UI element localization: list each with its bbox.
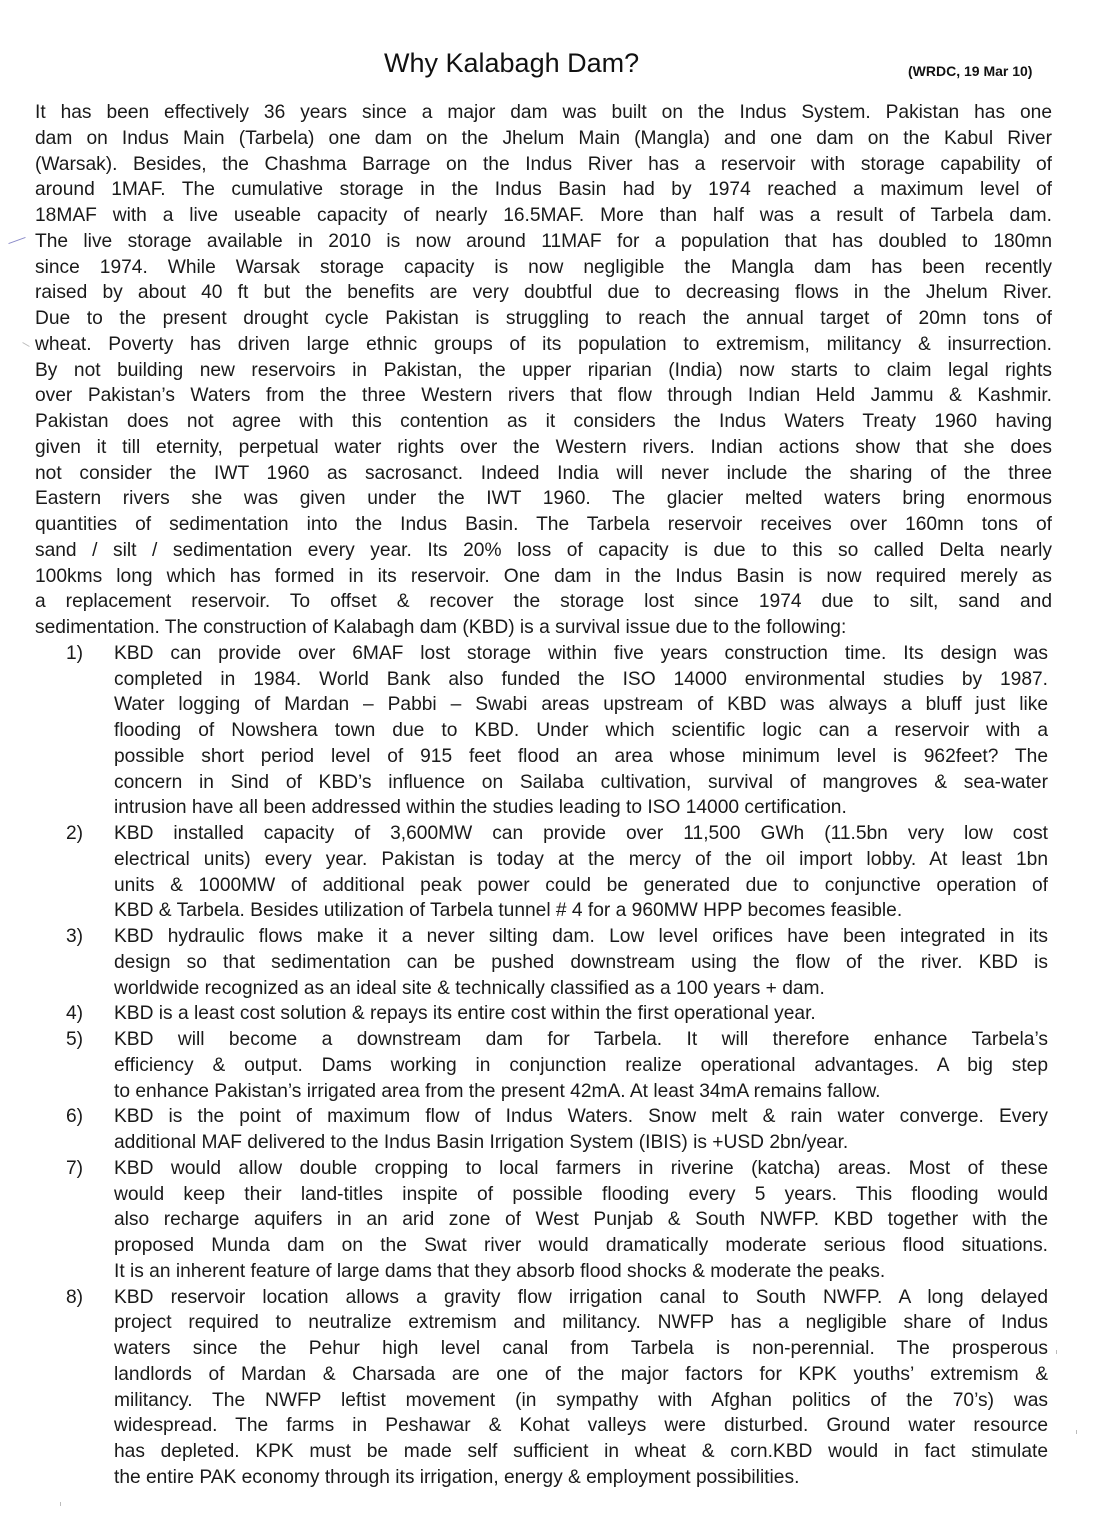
text-line-content: since 1974. While Warsak storage capacity is now negligible the Mangla dam has been recently — [35, 256, 1052, 278]
text-line — [114, 1285, 1048, 1311]
list-item-number: 6) — [66, 1106, 84, 1128]
text-line-content: worldwide recognized as an ideal site & technically classified as a 100 years + dam. — [114, 977, 825, 999]
text-line-content: intrusion have all been addressed within the studies leading to ISO 14000 certification. — [114, 797, 847, 819]
list-item-number: 7) — [66, 1157, 84, 1179]
intro-paragraph — [35, 100, 1052, 641]
list-item-text — [114, 1285, 1048, 1491]
list-item-number: 5) — [66, 1029, 84, 1050]
text-line — [114, 770, 1048, 796]
text-line — [35, 589, 1052, 615]
text-line — [114, 847, 1048, 873]
source-date-tag: (WRDC, 19 Mar 10) — [908, 63, 1033, 79]
text-line-content: the entire PAK economy through its irrigation, energy & employment possibilities. — [114, 1466, 800, 1488]
text-line — [114, 924, 1048, 950]
text-line-content: KBD & Tarbela. Besides utilization of Tarbela tunnel # 4 for a 960MW HPP becomes feasible. — [114, 900, 903, 922]
text-line — [114, 1182, 1048, 1208]
text-line-content: also recharge aquifers in an arid zone of West Punjab & South NWFP. KBD together with the — [114, 1209, 1048, 1231]
text-line — [35, 538, 1052, 564]
text-line — [114, 744, 1048, 770]
text-line-content: The live storage available in 2010 is now around 11MAF for a population that has doubled to 180mn — [35, 230, 1052, 252]
text-line-content: flooding of Nowshera town due to KBD. Under which scientific logic can a reservoir with a — [114, 720, 1048, 741]
text-line-content: Water logging of Mardan – Pabbi – Swabi areas upstream of KBD was always a bluff just like — [114, 694, 1048, 716]
text-line-content: efficiency & output. Dams working in conjunction realize operational advantages. A big step — [114, 1054, 1048, 1076]
text-line — [35, 177, 1052, 203]
text-line-content: KBD is a least cost solution & repays its entire cost within the first operational year. — [114, 1003, 816, 1025]
text-line-content: quantities of sedimentation into the Indus Basin. The Tarbela reservoir receives over 160mn tons of — [35, 514, 1052, 535]
text-line — [114, 795, 1048, 821]
text-line — [35, 152, 1052, 178]
text-line-content: a replacement reservoir. To offset & recover the storage lost since 1974 due to silt, sand and — [35, 591, 1052, 613]
text-line-content: KBD can provide over 6MAF lost storage within five years construction time. Its design was — [114, 642, 1048, 664]
text-line-content: not consider the IWT 1960 as sacrosanct. Indeed India will never include the sharing of the three — [35, 462, 1052, 484]
text-line — [114, 950, 1048, 976]
text-line — [114, 718, 1048, 744]
text-line-content: given it till eternity, perpetual water rights over the Western rivers. Indian actions show that she does — [35, 436, 1052, 458]
text-line — [35, 615, 1052, 641]
text-line — [35, 100, 1052, 126]
document-title: Why Kalabagh Dam? — [384, 48, 640, 78]
text-line-content: KBD hydraulic flows make it a never silting dam. Low level orifices have been integrated in its — [114, 926, 1048, 947]
text-line-content: has depleted. KPK must be made self sufficient in wheat & corn.KBD would in fact stimulate — [114, 1441, 1048, 1462]
text-line-content: Eastern rivers she was given under the IWT 1960. The glacier melted waters bring enormous — [35, 488, 1052, 510]
text-line-content: landlords of Mardan & Charsada are one of the major factors for KPK youths’ extremism & — [114, 1363, 1048, 1385]
text-line-content: around 1MAF. The cumulative storage in the Indus Basin had by 1974 reached a maximum level of — [35, 179, 1052, 201]
text-line-content: possible short period level of 915 feet flood an area whose minimum level is 962feet? The — [114, 745, 1048, 767]
text-line — [114, 1336, 1048, 1362]
text-line — [114, 1439, 1048, 1465]
text-line — [114, 1310, 1048, 1336]
text-line — [114, 1104, 1048, 1130]
text-line-content: 100kms long which has formed in its reservoir. One dam in the Indus Basin is now required merely as — [35, 565, 1052, 587]
scan-mark — [8, 237, 25, 244]
text-line-content: KBD is the point of maximum flow of Indus Waters. Snow melt & rain water converge. Every — [114, 1106, 1048, 1128]
text-line — [114, 873, 1048, 899]
text-line — [35, 332, 1052, 358]
text-line — [35, 306, 1052, 332]
text-line-content: design so that sedimentation can be pushed downstream using the flow of the river. KBD is — [114, 951, 1048, 973]
text-line — [114, 1362, 1048, 1388]
list-item-number: 3) — [66, 926, 84, 947]
text-line-content: widespread. The farms in Peshawar & Kohat valleys were disturbed. Ground water resource — [114, 1415, 1048, 1437]
text-line-content: It is an inherent feature of large dams that they absorb flood shocks & moderate the peaks. — [114, 1260, 886, 1282]
text-line-content: completed in 1984. World Bank also funded the ISO 14000 environmental studies by 1987. — [114, 668, 1048, 690]
text-line-content: By not building new reservoirs in Pakistan, the upper riparian (India) now starts to claim legal rights — [35, 359, 1052, 381]
text-line-content: raised by about 40 ft but the benefits are very doubtful due to decreasing flows in the Jhelum River. — [35, 282, 1052, 304]
text-line-content: proposed Munda dam on the Swat river would dramatically moderate serious flood situations. — [114, 1235, 1048, 1256]
text-line — [114, 1001, 1048, 1027]
text-line — [114, 1156, 1048, 1182]
list-item-text — [114, 1001, 1048, 1027]
text-line — [114, 641, 1048, 667]
scan-mark — [1076, 1430, 1077, 1434]
text-line — [35, 255, 1052, 281]
text-line-content: It has been effectively 36 years since a major dam was built on the Indus System. Pakistan has one — [35, 102, 1052, 123]
list-item-text — [114, 641, 1048, 821]
scan-mark — [1056, 1350, 1057, 1354]
text-line — [35, 461, 1052, 487]
list-item-number: 2) — [66, 823, 84, 844]
list-item-text — [114, 924, 1048, 1001]
text-line — [114, 1207, 1048, 1233]
text-line-content: to enhance Pakistan’s irrigated area from the present 42mA. At least 34mA remains fallow. — [114, 1080, 881, 1102]
list-item-number: 8) — [66, 1286, 84, 1308]
text-line — [114, 1465, 1048, 1491]
text-line — [35, 229, 1052, 255]
text-line — [114, 667, 1048, 693]
text-line — [35, 203, 1052, 229]
text-line-content: militancy. The NWFP leftist movement (in sympathy with Afghan politics of the 70’s) was — [114, 1389, 1048, 1411]
text-line — [35, 512, 1052, 538]
text-line — [114, 1413, 1048, 1439]
list-item-text — [114, 1104, 1048, 1156]
text-line — [114, 1233, 1048, 1259]
text-line — [114, 1079, 1048, 1105]
text-line-content: waters since the Pehur high level canal from Tarbela is non-perennial. The prosperous — [114, 1338, 1048, 1359]
text-line — [114, 1053, 1048, 1079]
text-line-content: wheat. Poverty has driven large ethnic groups of its population to extremism, militancy & insurrection. — [35, 333, 1052, 355]
text-line-content: 18MAF with a live useable capacity of nearly 16.5MAF. More than half was a result of Tarbela dam. — [35, 205, 1052, 226]
text-line-content: units & 1000MW of additional peak power could be generated due to conjunctive operation of — [114, 874, 1048, 896]
text-line-content: KBD will become a downstream dam for Tarbela. It will therefore enhance Tarbela’s — [114, 1029, 1048, 1050]
list-item-number: 1) — [66, 642, 84, 664]
text-line — [35, 126, 1052, 152]
text-line — [114, 898, 1048, 924]
text-line-content: Pakistan does not agree with this contention as it considers the Indus Waters Treaty 1960 having — [35, 411, 1052, 432]
text-line-content: dam on Indus Main (Tarbela) one dam on the Jhelum Main (Mangla) and one dam on the Kabul River — [35, 127, 1052, 149]
text-line-content: would keep their land-titles inspite of possible flooding every 5 years. This flooding would — [114, 1183, 1048, 1205]
list-item-number: 4) — [66, 1003, 84, 1025]
text-line — [35, 435, 1052, 461]
text-line-content: (Warsak). Besides, the Chashma Barrage on the Indus River has a reservoir with storage capability of — [35, 153, 1052, 175]
text-line-content: KBD installed capacity of 3,600MW can provide over 11,500 GWh (11.5bn very low cost — [114, 823, 1048, 844]
text-line — [35, 383, 1052, 409]
text-line-content: sand / silt / sedimentation every year. Its 20% loss of capacity is due to this so called Delta nearly — [35, 539, 1052, 561]
text-line — [35, 564, 1052, 590]
text-line — [114, 1388, 1048, 1414]
text-line-content: over Pakistan’s Waters from the three Western rivers that flow through Indian Held Jammu & Kashmir. — [35, 385, 1052, 407]
text-line — [114, 1259, 1048, 1285]
list-item-text — [114, 1027, 1048, 1104]
text-line — [114, 1130, 1048, 1156]
list-item-text — [114, 821, 1048, 924]
text-line — [35, 409, 1052, 435]
text-line-content: electrical units) every year. Pakistan is today at the mercy of the oil import lobby. At least 1bn — [114, 848, 1048, 870]
text-line — [35, 280, 1052, 306]
text-line-content: KBD reservoir location allows a gravity flow irrigation canal to South NWFP. A long delayed — [114, 1286, 1048, 1308]
text-line — [114, 1027, 1048, 1053]
text-line — [35, 486, 1052, 512]
text-line — [35, 358, 1052, 384]
scan-mark — [22, 342, 29, 347]
text-line — [114, 692, 1048, 718]
text-line — [114, 821, 1048, 847]
text-line-content: Due to the present drought cycle Pakistan is struggling to reach the annual target of 20mn tons of — [35, 308, 1052, 329]
text-line-content: project required to neutralize extremism and militancy. NWFP has a negligible share of Indus — [114, 1312, 1048, 1334]
text-line-content: additional MAF delivered to the Indus Basin Irrigation System (IBIS) is +USD 2bn/year. — [114, 1132, 849, 1153]
text-line-content: sedimentation. The construction of Kalabagh dam (KBD) is a survival issue due to the following: — [35, 617, 847, 638]
text-line — [114, 976, 1048, 1002]
text-line-content: concern in Sind of KBD’s influence on Sailaba cultivation, survival of mangroves & sea-water — [114, 771, 1048, 793]
list-item-text — [114, 1156, 1048, 1285]
scan-mark — [60, 1502, 61, 1506]
text-line-content: KBD would allow double cropping to local farmers in riverine (katcha) areas. Most of these — [114, 1157, 1048, 1179]
